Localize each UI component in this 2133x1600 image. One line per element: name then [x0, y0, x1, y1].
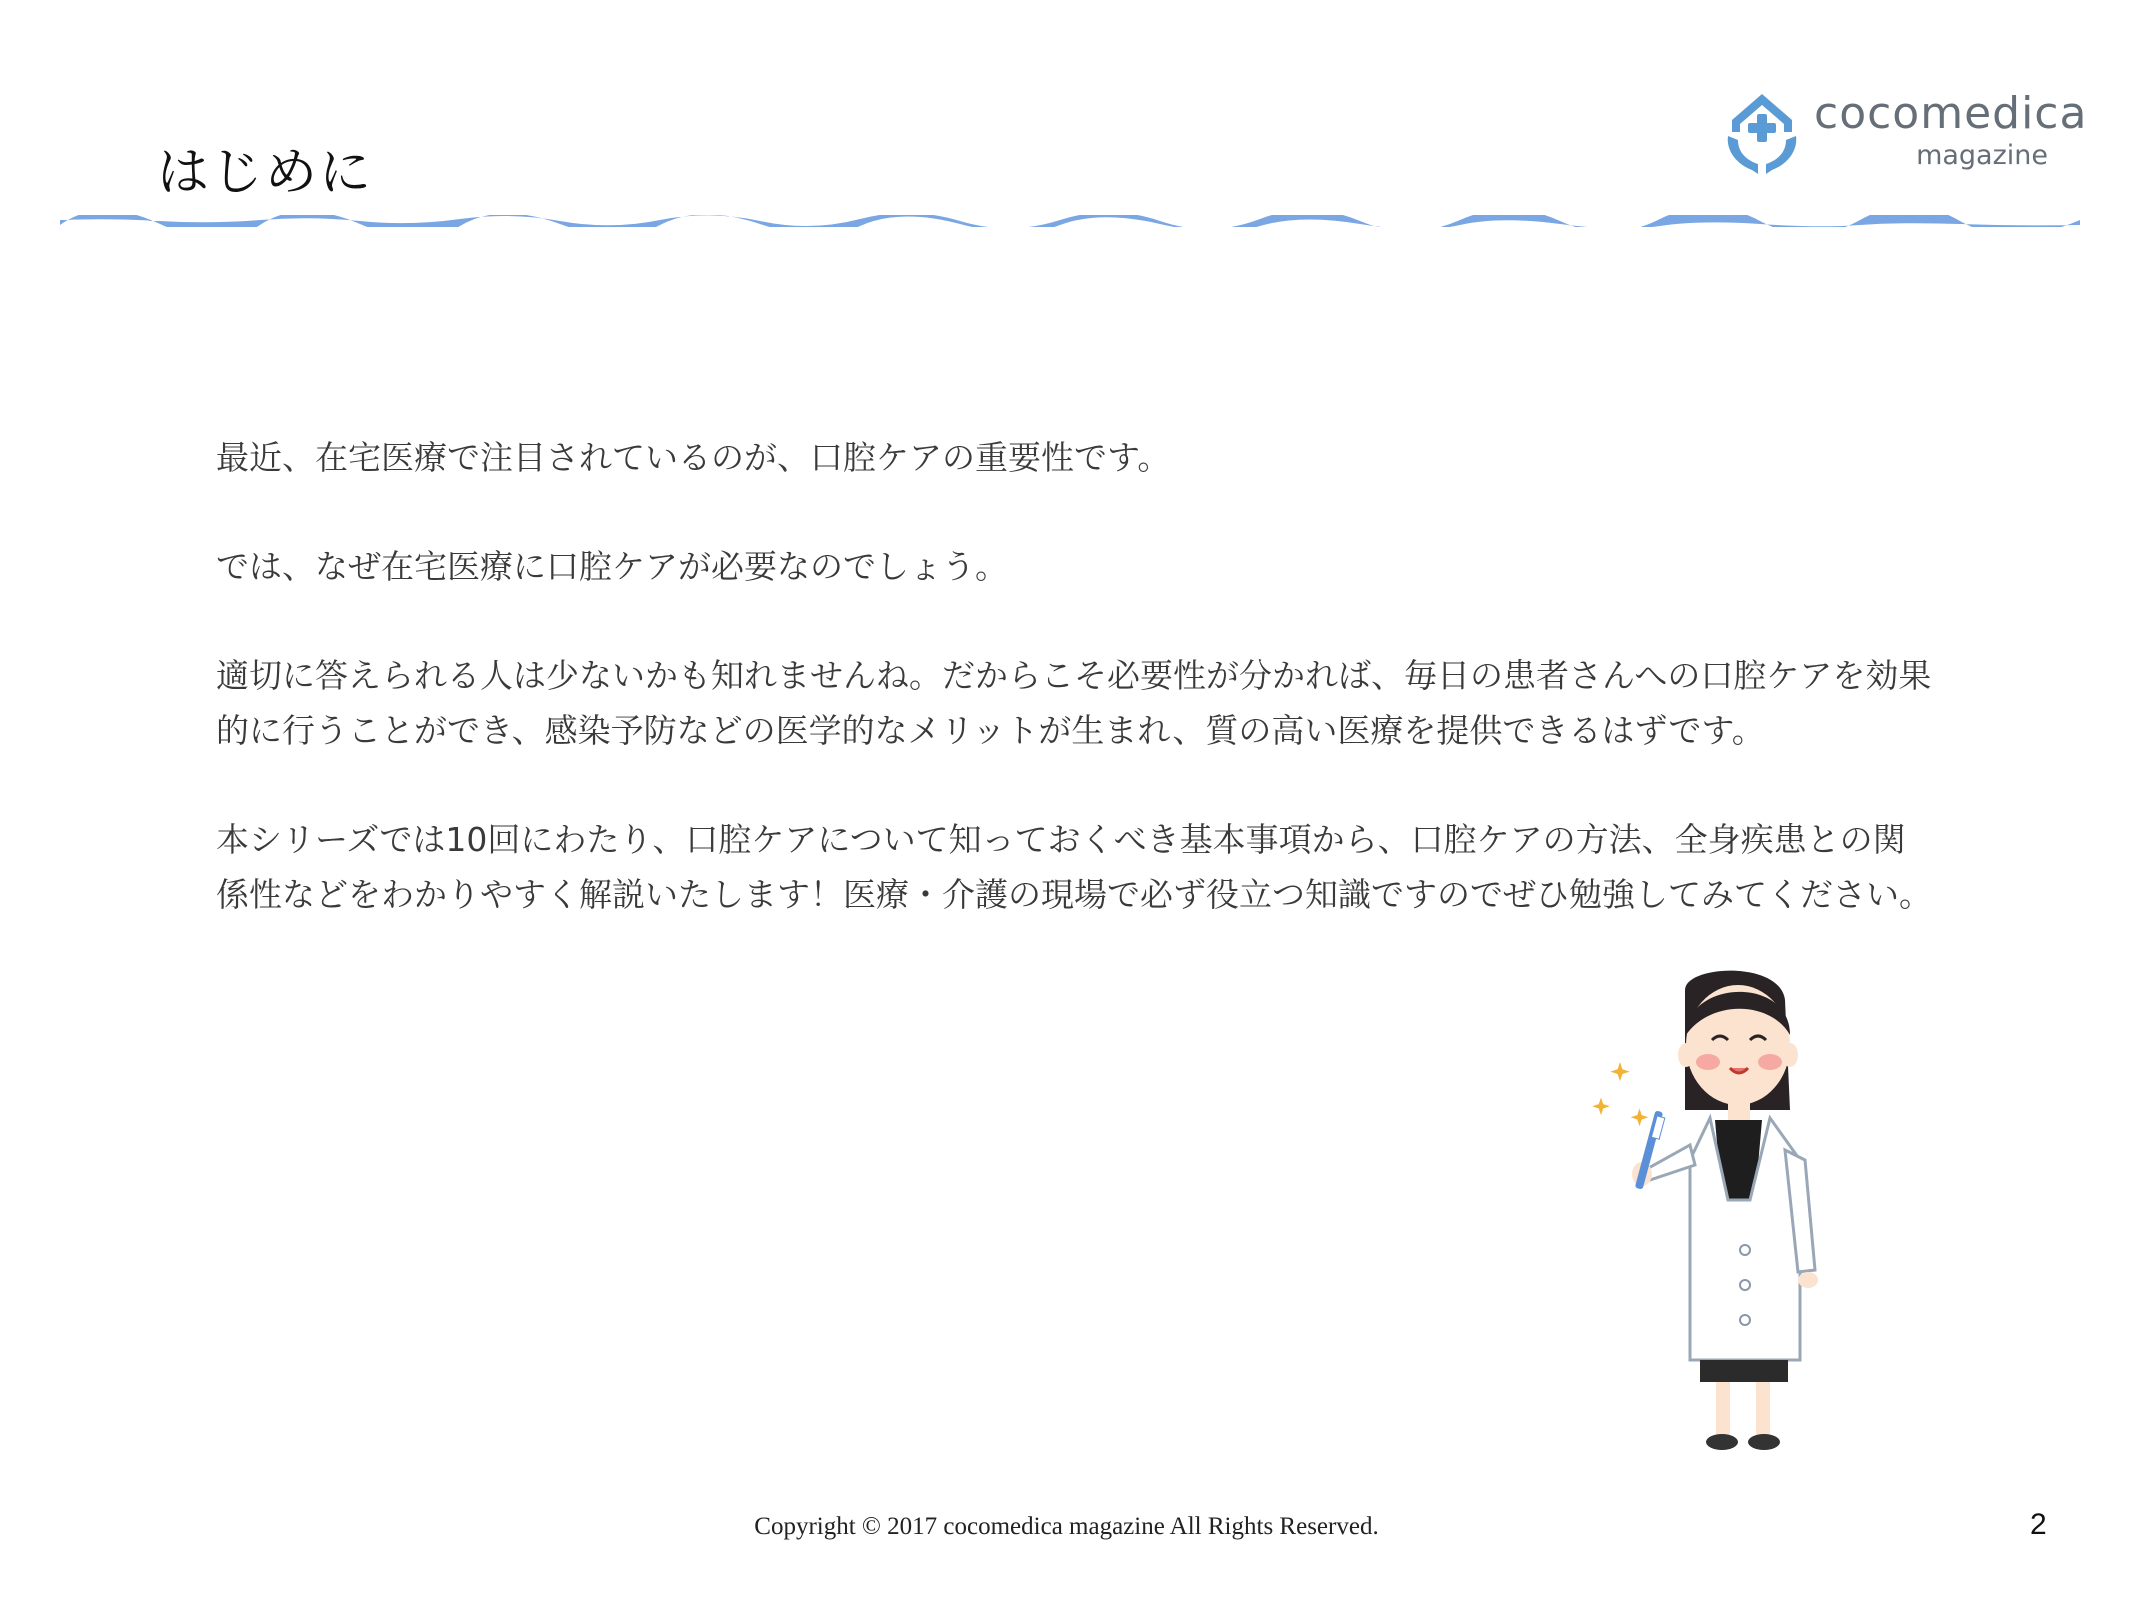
cocomedica-logo	[1722, 88, 2088, 180]
logo-subtitle: magazine	[1916, 140, 2048, 171]
paragraph: 本シリーズでは10回にわたり、口腔ケアについて知っておくべき基本事項から、口腔ケアの方法、全身疾患との関係性などをわかりやすく解説いたします！医療・介護の現場で必ず役立つ知識ですのでぜひ勉強してみてください。	[216, 820, 1932, 914]
doctor-with-toothbrush-illustration	[1590, 960, 1870, 1460]
slide-title: はじめに	[157, 143, 374, 203]
copyright-footer: Copyright © 2017 cocomedica magazine All Rights Reserved.	[754, 1513, 1379, 1540]
page-number: 2	[2030, 1508, 2047, 1541]
body-text	[216, 430, 1936, 976]
paragraph: 適切に答えられる人は少ないかも知れませんね。だからこそ必要性が分かれば、毎日の患者さんへの口腔ケアを効果的に行うことができ、感染予防などの医学的なメリットが生まれ、質の高い医療を提供できるはずです。	[216, 656, 1932, 750]
logo-wordmark: cocomedica	[1814, 88, 2088, 139]
paragraph: 最近、在宅医療で注目されているのが、口腔ケアの重要性です。	[216, 438, 1171, 477]
paragraph: では、なぜ在宅医療に口腔ケアが必要なのでしょう。	[216, 547, 1008, 586]
title-divider	[60, 215, 2080, 227]
house-hands-icon	[1722, 90, 1802, 180]
